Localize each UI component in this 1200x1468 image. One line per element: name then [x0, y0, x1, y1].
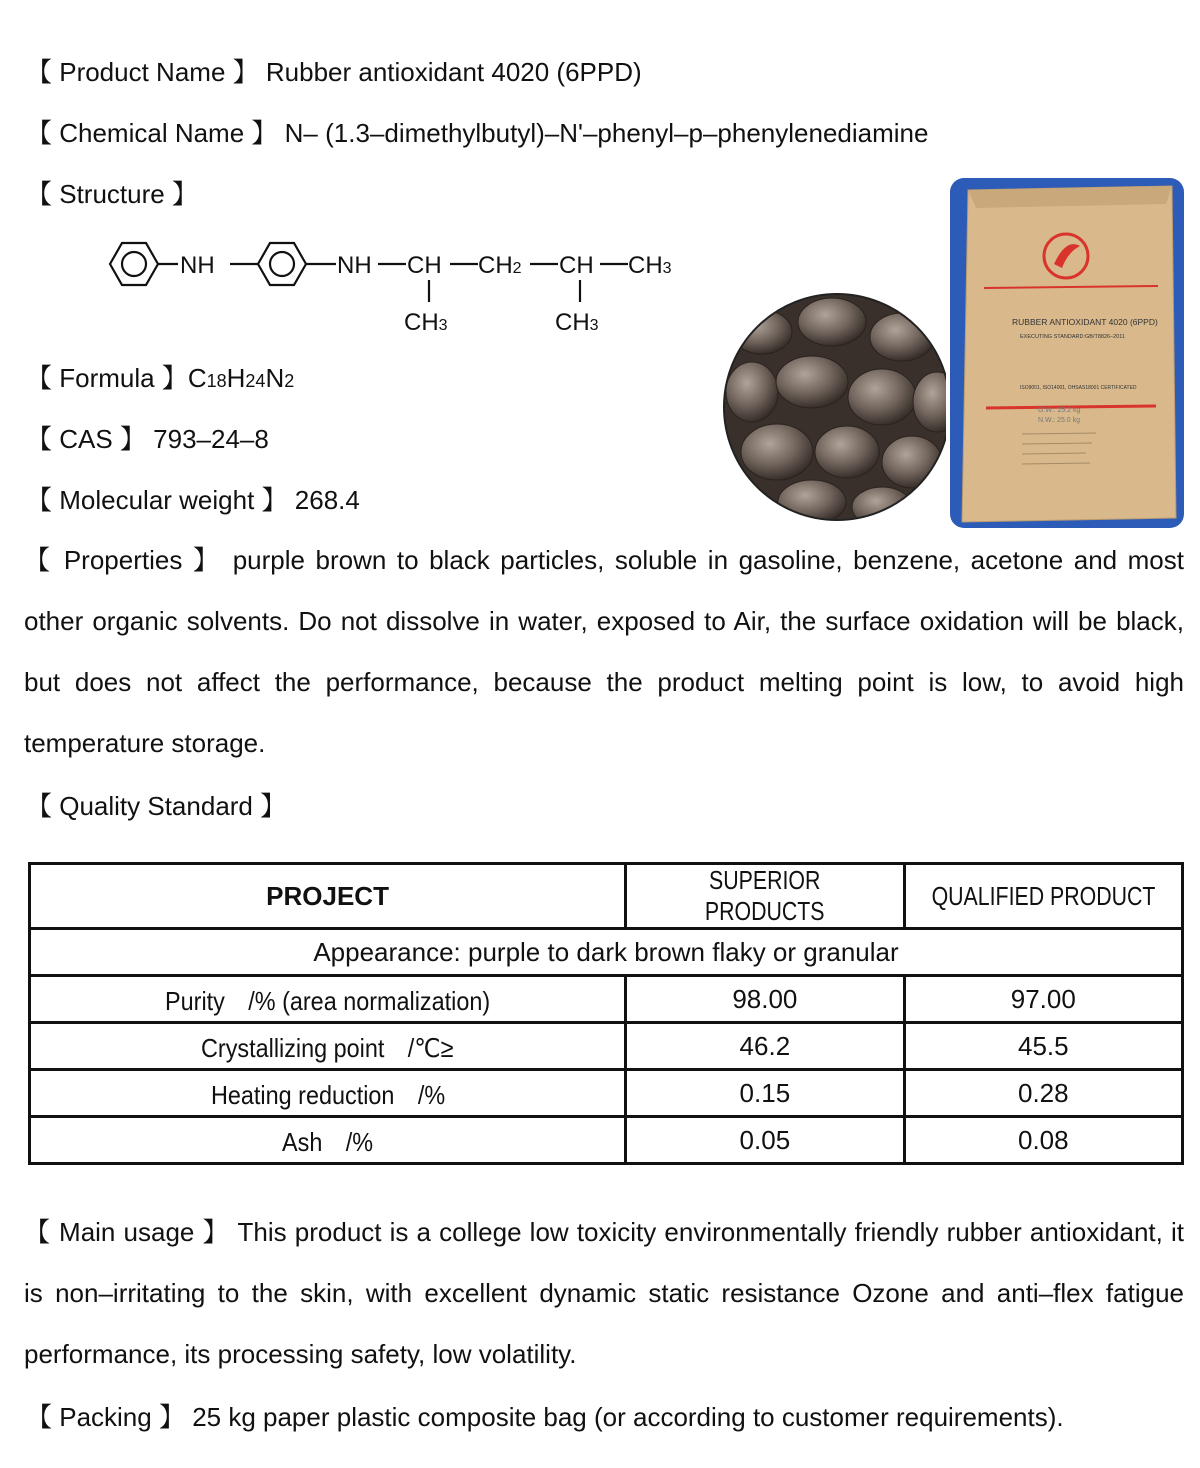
table-row [30, 1023, 1183, 1070]
ch-b: CH [559, 252, 594, 279]
ch-a: CH [407, 252, 442, 279]
main-usage-label: 【 Main usage 】 [24, 1217, 230, 1247]
row-qualified: 45.5 [904, 1023, 1182, 1070]
chemical-name-value: N– (1.3–dimethylbutyl)–N'–phenyl–p–phenylenediamine [284, 118, 929, 148]
product-name-label: 【 Product Name 】 [26, 57, 259, 87]
bag-nw: N.W.: 25.0 kg [1038, 417, 1081, 424]
row-item [30, 1070, 626, 1117]
structure-label: 【 Structure 】 [26, 179, 198, 209]
ch2-group [478, 252, 522, 279]
branch-ch3-a [404, 309, 448, 336]
properties-paragraph [24, 530, 1184, 774]
formula-h-n: 24 [245, 371, 266, 391]
formula-label: 【 Formula 】 [26, 363, 188, 393]
row-item [30, 1023, 626, 1070]
row-superior: 46.2 [626, 1023, 904, 1070]
header-qualified [904, 864, 1182, 929]
table-header-row [30, 864, 1183, 929]
appearance-cell: Appearance: purple to dark brown flaky or granular [30, 929, 1183, 976]
row-qualified: 97.00 [904, 976, 1182, 1023]
bag-certs: ISO9001, ISO14001, OHSAS18001 CERTIFICATED [1020, 385, 1137, 391]
table-row-appearance [30, 929, 1183, 976]
bag-paper [962, 186, 1176, 522]
formula-c: C [187, 363, 207, 393]
product-name-value: Rubber antioxidant 4020 (6PPD) [265, 57, 642, 87]
ch3-end-sub: 3 [662, 260, 672, 277]
header-superior-text: SUPERIOR PRODUCTS [705, 865, 825, 926]
row-item-text: Crystallizing point /℃≥ [201, 1032, 454, 1063]
chemical-name-label: 【 Chemical Name 】 [26, 118, 278, 148]
row-superior: 0.05 [626, 1117, 904, 1164]
bag-title: RUBBER ANTIOXIDANT 4020 (6PPD) [1012, 317, 1158, 327]
main-usage-text: This product is a college low toxicity environmentally friendly rubber antioxidant, it is non–irritating to the skin, with excellent dynamic static resistance Ozone and anti–flex fatigue performance, its processing safety, low volatility. [24, 1217, 1184, 1369]
cas-label: 【 CAS 】 [26, 424, 146, 454]
branch-b-main: CH [555, 309, 590, 336]
main-usage-paragraph [24, 1202, 1184, 1385]
row-item-text: Ash /% [282, 1126, 374, 1157]
chemical-name-line [26, 117, 928, 149]
structure-diagram [100, 228, 700, 338]
row-item-text: Purity /% (area normalization) [165, 985, 491, 1016]
row-qualified: 0.28 [904, 1070, 1182, 1117]
row-qualified: 0.08 [904, 1117, 1182, 1164]
branch-a-sub: 3 [438, 317, 448, 334]
ch2-main: CH [478, 252, 513, 279]
header-project: PROJECT [30, 864, 626, 929]
row-item [30, 1117, 626, 1164]
formula-h: H [226, 363, 246, 393]
bag-photo [946, 168, 1186, 536]
ch3-end [628, 252, 672, 279]
molecular-weight-line [26, 484, 360, 516]
row-superior: 98.00 [626, 976, 904, 1023]
formula-n: N [265, 363, 285, 393]
row-item-text: Heating reduction /% [210, 1079, 445, 1110]
table-row [30, 1070, 1183, 1117]
packing-value: 25 kg paper plastic composite bag (or according to customer requirements). [192, 1402, 1064, 1432]
formula-c-n: 18 [206, 371, 227, 391]
properties-text: purple brown to black particles, soluble in gasoline, benzene, acetone and most other organic solvents. Do not dissolve in water, exposed to Air, the surface oxidation will be black, but does not affect the performance, because the product melting point is low, to avoid high temperature storage. [24, 545, 1184, 758]
cas-value: 793–24–8 [153, 424, 269, 454]
packing-line [26, 1401, 1064, 1433]
ch3-end-main: CH [628, 252, 663, 279]
branch-b-sub: 3 [589, 317, 599, 334]
bag-standard: EXECUTING STANDARD:GB/T8826–2011 [1020, 334, 1125, 340]
product-name-line [26, 56, 642, 88]
header-superior [626, 864, 904, 929]
quality-table [28, 862, 1184, 1165]
nh-1: NH [180, 252, 215, 279]
row-superior: 0.15 [626, 1070, 904, 1117]
packing-label: 【 Packing 】 [26, 1402, 185, 1432]
granules-photo [722, 292, 952, 522]
properties-label: 【 Properties 】 [24, 545, 223, 575]
benzene-ring-1 [110, 243, 158, 285]
benzene-ring-2 [258, 243, 306, 285]
ch2-sub: 2 [512, 260, 522, 277]
formula-n-n: 2 [284, 371, 295, 391]
molecular-weight-value: 268.4 [294, 485, 360, 515]
table-row [30, 976, 1183, 1023]
molecular-weight-label: 【 Molecular weight 】 [26, 485, 288, 515]
quality-standard-label: 【 Quality Standard 】 [26, 791, 287, 821]
formula-line [26, 362, 294, 397]
cas-line [26, 423, 269, 455]
table-row [30, 1117, 1183, 1164]
branch-a-main: CH [404, 309, 439, 336]
bag-gw: G.W.: 25.2 kg [1038, 407, 1081, 414]
branch-ch3-b [555, 309, 599, 336]
header-qualified-text: QUALIFIED PRODUCT [931, 880, 1156, 911]
row-item [30, 976, 626, 1023]
nh-2: NH [337, 252, 372, 279]
